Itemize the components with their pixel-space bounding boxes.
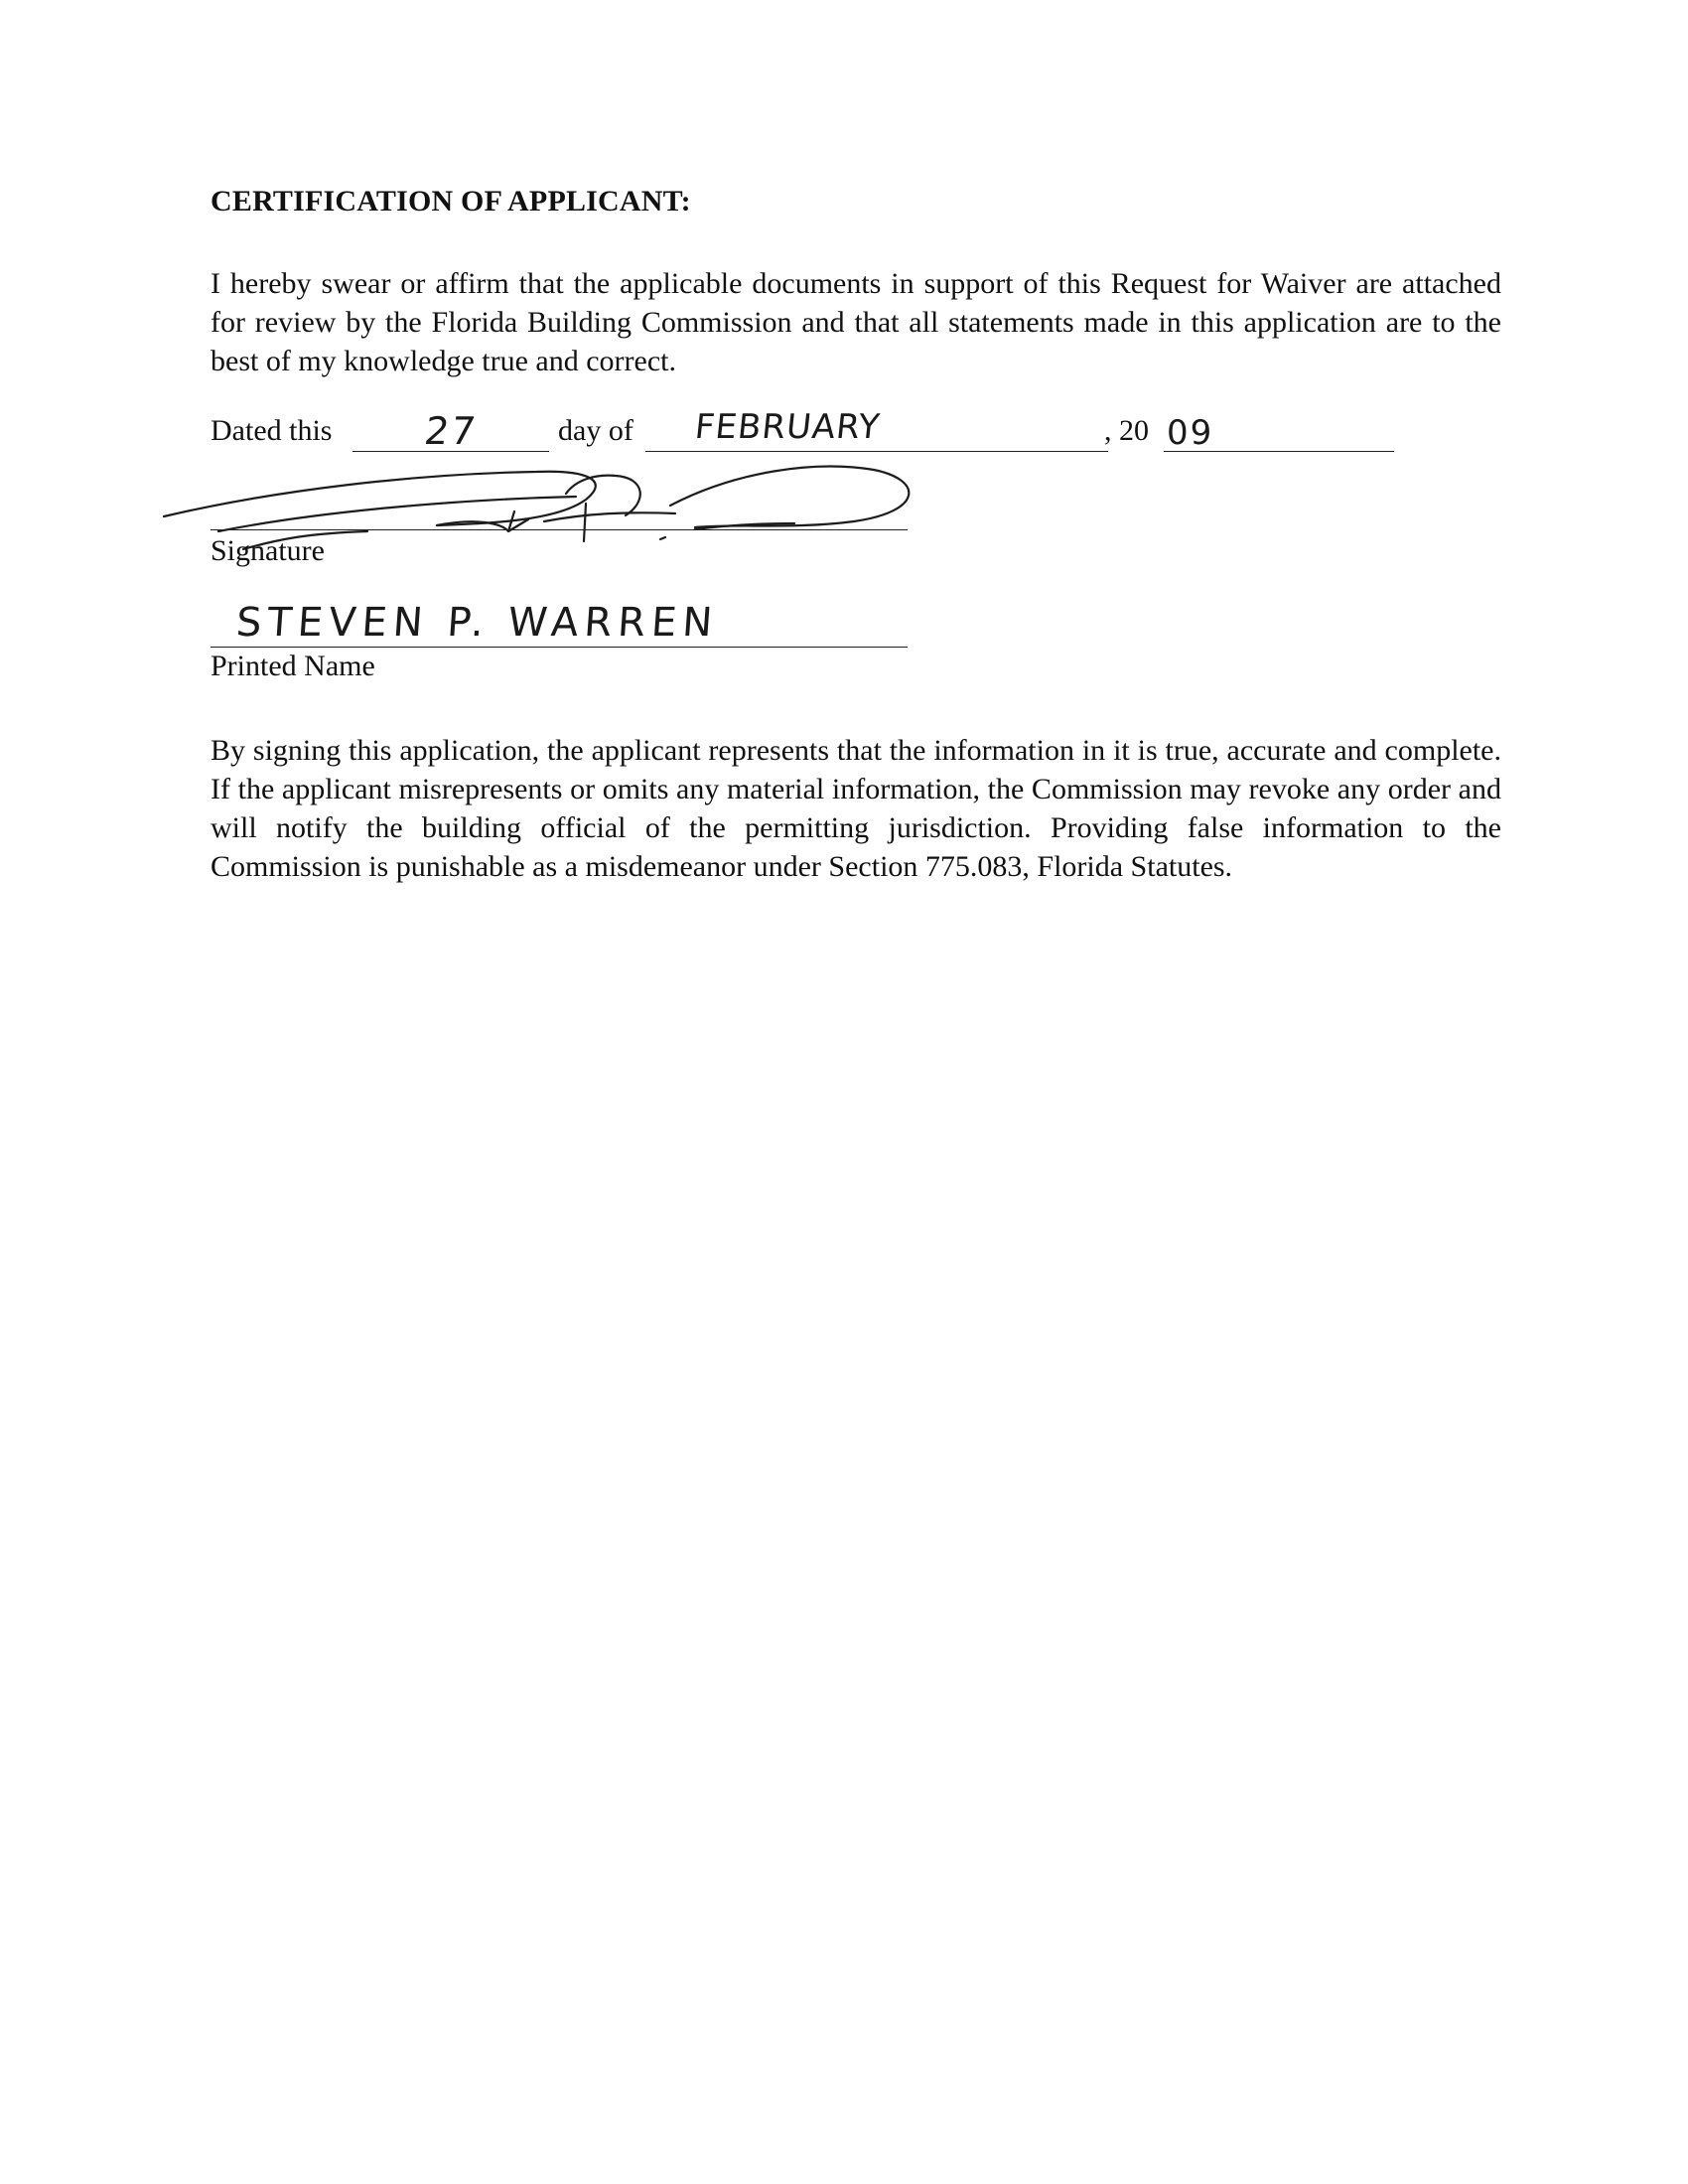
day-field[interactable]: 27 [421,409,481,453]
printed-name-underline [211,647,908,648]
month-field[interactable]: FEBRUARY [692,407,883,447]
year-prefix-label: , 20 [1104,414,1149,447]
page-title: CERTIFICATION OF APPLICANT: [211,185,691,218]
printed-name-label: Printed Name [211,650,375,682]
signature-underline [211,529,908,530]
representation-paragraph: By signing this application, the applicant represents that the information in it is true, accurate and complete. If the applicant misrepresents or omits any material information, the Commission may revoke any order and will notify the building official of the permitting jurisdiction. Providing false information to the Commission is punishable as a misdemeanor under Section 775.083, Florida Statutes. [211,734,1501,883]
certification-paragraph: I hereby swear or affirm that the applicable documents in support of this Request for Waiver are attached for review by the Florida Building Commission and that all statements made in this application are to the best of my knowledge true and correct. [211,267,1501,377]
signature-label: Signature [211,534,325,567]
day-of-label: day of [558,414,633,447]
printed-name-field[interactable]: STEVEN P. WARREN [234,600,720,646]
year-field[interactable]: 09 [1167,413,1214,453]
dated-this-label: Dated this [211,414,333,447]
